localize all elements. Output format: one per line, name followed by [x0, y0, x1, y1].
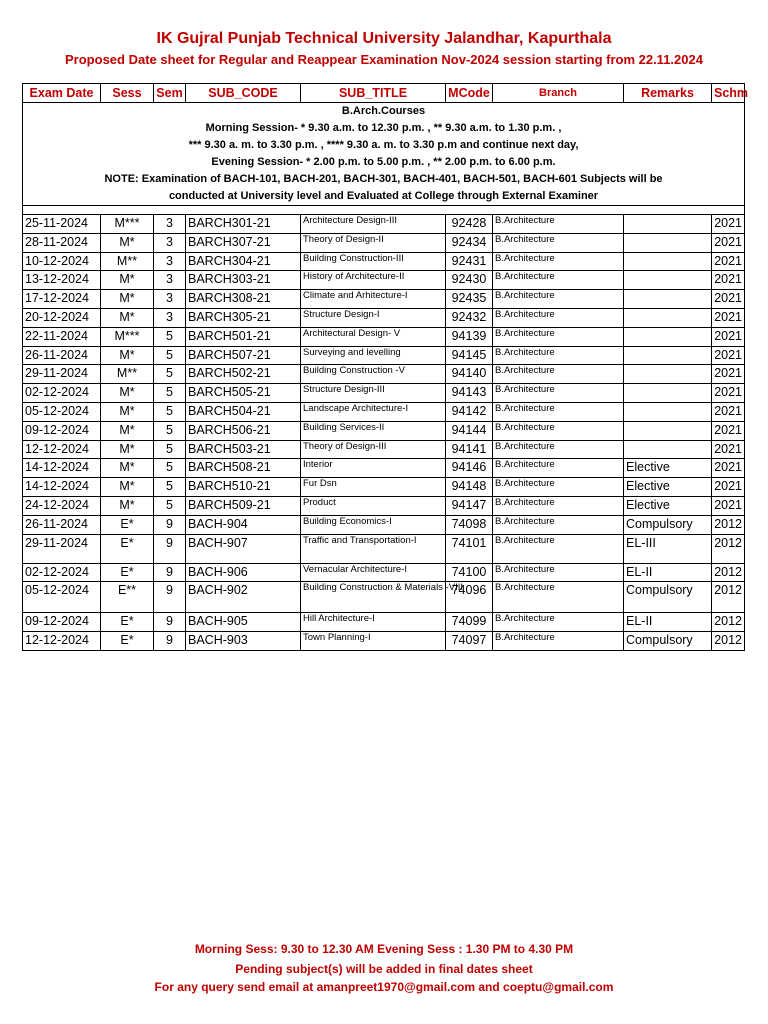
remarks-cell: EL-II [624, 613, 712, 632]
remarks-cell [624, 402, 712, 421]
footer-contact: For any query send email at amanpreet1970@gmail.com and coeptu@gmail.com [154, 980, 614, 994]
col-branch: Branch [493, 84, 624, 103]
table-row [23, 384, 745, 403]
schm-cell: 2021 [712, 271, 745, 290]
mcode-cell: 94145 [446, 346, 493, 365]
mcode-cell: 74099 [446, 613, 493, 632]
mcode-cell: 92432 [446, 308, 493, 327]
sub-title-cell: Hill Architecture-I [301, 613, 446, 632]
sub-code-cell: BARCH502-21 [186, 365, 301, 384]
sub-code-cell: BARCH503-21 [186, 440, 301, 459]
schm-cell: 2021 [712, 440, 745, 459]
branch-cell: B.Architecture [493, 233, 624, 252]
sess-cell: M* [101, 308, 154, 327]
table-row [23, 215, 745, 234]
col-schm: Schm [712, 84, 745, 103]
branch-cell: B.Architecture [493, 327, 624, 346]
remarks-cell: EL-III [624, 534, 712, 563]
sem-cell: 9 [154, 515, 186, 534]
university-title: IK Gujral Punjab Technical University Jalandhar, Kapurthala [156, 30, 612, 47]
info-line-2: *** 9.30 a. m. to 3.30 p.m. , **** 9.30 a. m. to 3.30 p.m and continue next day, [188, 139, 579, 151]
sem-cell: 5 [154, 346, 186, 365]
remarks-cell: Elective [624, 459, 712, 478]
mcode-cell: 94139 [446, 327, 493, 346]
sess-cell: M* [101, 384, 154, 403]
sess-cell: M* [101, 478, 154, 497]
exam-date-cell: 10-12-2024 [23, 252, 101, 271]
sub-code-cell: BACH-905 [186, 613, 301, 632]
remarks-cell [624, 215, 712, 234]
branch-cell: B.Architecture [493, 384, 624, 403]
mcode-cell: 74097 [446, 632, 493, 651]
mcode-cell: 94147 [446, 496, 493, 515]
sem-cell: 5 [154, 365, 186, 384]
exam-date-cell: 09-12-2024 [23, 613, 101, 632]
branch-cell: B.Architecture [493, 290, 624, 309]
exam-date-cell: 26-11-2024 [23, 515, 101, 534]
sub-title-cell: History of Architecture-II [301, 271, 446, 290]
sub-code-cell: BARCH307-21 [186, 233, 301, 252]
schm-cell: 2021 [712, 365, 745, 384]
sem-cell: 5 [154, 421, 186, 440]
col-remarks: Remarks [624, 84, 712, 103]
sess-cell: M** [101, 252, 154, 271]
sub-code-cell: BARCH507-21 [186, 346, 301, 365]
info-line-5: conducted at University level and Evaluated at College through External Examiner [168, 190, 599, 202]
header-row [23, 84, 745, 103]
exam-date-cell: 05-12-2024 [23, 582, 101, 613]
mcode-cell: 92434 [446, 233, 493, 252]
sess-cell: M* [101, 496, 154, 515]
branch-cell: B.Architecture [493, 478, 624, 497]
sub-title-cell: Building Construction & Materials -VIII [301, 582, 446, 613]
col-sub-title: SUB_TITLE [301, 84, 446, 103]
schm-cell: 2012 [712, 534, 745, 563]
branch-cell: B.Architecture [493, 563, 624, 582]
exam-date-cell: 26-11-2024 [23, 346, 101, 365]
exam-date-cell: 02-12-2024 [23, 384, 101, 403]
info-line-4: NOTE: Examination of BACH-101, BACH-201, BACH-301, BACH-401, BACH-501, BACH-601 Subjects will be [104, 173, 663, 185]
table-row [23, 613, 745, 632]
sub-title-cell: Building Construction -V [301, 365, 446, 384]
remarks-cell [624, 384, 712, 403]
exam-date-cell: 24-12-2024 [23, 496, 101, 515]
remarks-cell [624, 308, 712, 327]
sub-title-cell: Structure Design-III [301, 384, 446, 403]
mcode-cell: 92431 [446, 252, 493, 271]
table-row [23, 252, 745, 271]
sem-cell: 3 [154, 215, 186, 234]
sub-code-cell: BACH-907 [186, 534, 301, 563]
sub-title-cell: Building Construction-III [301, 252, 446, 271]
table-row [23, 421, 745, 440]
sess-cell: M*** [101, 215, 154, 234]
exam-date-cell: 09-12-2024 [23, 421, 101, 440]
sub-code-cell: BARCH506-21 [186, 421, 301, 440]
schm-cell: 2012 [712, 515, 745, 534]
sub-code-cell: BARCH504-21 [186, 402, 301, 421]
remarks-cell: Elective [624, 496, 712, 515]
sub-code-cell: BARCH501-21 [186, 327, 301, 346]
branch-cell: B.Architecture [493, 421, 624, 440]
remarks-cell: Compulsory [624, 632, 712, 651]
info-line-1: Morning Session- * 9.30 a.m. to 12.30 p.m. , ** 9.30 a.m. to 1.30 p.m. , [205, 122, 562, 134]
exam-date-cell: 14-12-2024 [23, 459, 101, 478]
schm-cell: 2012 [712, 632, 745, 651]
sess-cell: E* [101, 515, 154, 534]
schm-cell: 2021 [712, 327, 745, 346]
exam-date-cell: 13-12-2024 [23, 271, 101, 290]
exam-date-cell: 22-11-2024 [23, 327, 101, 346]
remarks-cell [624, 327, 712, 346]
sub-code-cell: BARCH308-21 [186, 290, 301, 309]
sess-cell: E* [101, 613, 154, 632]
table-row [23, 233, 745, 252]
table-row [23, 327, 745, 346]
exam-date-cell: 28-11-2024 [23, 233, 101, 252]
sub-code-cell: BARCH509-21 [186, 496, 301, 515]
exam-date-cell: 12-12-2024 [23, 632, 101, 651]
sess-cell: M** [101, 365, 154, 384]
sub-code-cell: BARCH303-21 [186, 271, 301, 290]
schm-cell: 2021 [712, 290, 745, 309]
remarks-cell: Elective [624, 478, 712, 497]
sub-title-cell: Building Economics-I [301, 515, 446, 534]
sess-cell: M* [101, 421, 154, 440]
remarks-cell [624, 421, 712, 440]
remarks-cell [624, 233, 712, 252]
branch-cell: B.Architecture [493, 271, 624, 290]
schm-cell: 2021 [712, 233, 745, 252]
sem-cell: 5 [154, 384, 186, 403]
branch-cell: B.Architecture [493, 582, 624, 613]
branch-cell: B.Architecture [493, 459, 624, 478]
sess-cell: E* [101, 563, 154, 582]
sem-cell: 3 [154, 308, 186, 327]
table-row [23, 459, 745, 478]
branch-cell: B.Architecture [493, 402, 624, 421]
sub-title-cell: Town Planning-I [301, 632, 446, 651]
schm-cell: 2021 [712, 478, 745, 497]
sem-cell: 9 [154, 613, 186, 632]
branch-cell: B.Architecture [493, 613, 624, 632]
sub-code-cell: BARCH301-21 [186, 215, 301, 234]
sess-cell: M* [101, 402, 154, 421]
branch-cell: B.Architecture [493, 308, 624, 327]
table-row [23, 582, 745, 613]
mcode-cell: 74100 [446, 563, 493, 582]
sub-title-cell: Fur Dsn [301, 478, 446, 497]
table-row [23, 632, 745, 651]
sem-cell: 9 [154, 563, 186, 582]
col-exam-date: Exam Date [23, 84, 101, 103]
remarks-cell: EL-II [624, 563, 712, 582]
sem-cell: 3 [154, 252, 186, 271]
col-sess: Sess [101, 84, 154, 103]
sub-code-cell: BARCH508-21 [186, 459, 301, 478]
sem-cell: 5 [154, 496, 186, 515]
mcode-cell: 94142 [446, 402, 493, 421]
mcode-cell: 74098 [446, 515, 493, 534]
table-row [23, 515, 745, 534]
sub-title-cell: Building Services-II [301, 421, 446, 440]
col-sub-code: SUB_CODE [186, 84, 301, 103]
sem-cell: 5 [154, 459, 186, 478]
datesheet-table [22, 83, 749, 651]
footer-session-times: Morning Sess: 9.30 to 12.30 AM Evening Sess : 1.30 PM to 4.30 PM [194, 942, 574, 956]
remarks-cell [624, 290, 712, 309]
col-mcode: MCode [446, 84, 493, 103]
exam-date-cell: 14-12-2024 [23, 478, 101, 497]
mcode-cell: 74096 [446, 582, 493, 613]
sub-title-cell: Surveying and levelling [301, 346, 446, 365]
mcode-cell: 94146 [446, 459, 493, 478]
branch-cell: B.Architecture [493, 365, 624, 384]
spacer-row [23, 206, 745, 215]
table-row [23, 365, 745, 384]
sub-title-cell: Traffic and Transportation-I [301, 534, 446, 563]
sub-title-cell: Theory of Design-II [301, 233, 446, 252]
schm-cell: 2012 [712, 582, 745, 613]
sem-cell: 5 [154, 440, 186, 459]
sub-title-cell: Architectural Design- V [301, 327, 446, 346]
sub-title-cell: Structure Design-I [301, 308, 446, 327]
schm-cell: 2021 [712, 459, 745, 478]
sub-code-cell: BACH-902 [186, 582, 301, 613]
sub-title-cell: Theory of Design-III [301, 440, 446, 459]
exam-date-cell: 29-11-2024 [23, 365, 101, 384]
schm-cell: 2021 [712, 402, 745, 421]
mcode-cell: 94140 [446, 365, 493, 384]
remarks-cell [624, 365, 712, 384]
sub-code-cell: BARCH304-21 [186, 252, 301, 271]
remarks-cell [624, 271, 712, 290]
sem-cell: 3 [154, 290, 186, 309]
sem-cell: 5 [154, 327, 186, 346]
sess-cell: M* [101, 346, 154, 365]
table-row [23, 271, 745, 290]
table-row [23, 563, 745, 582]
sess-cell: M* [101, 459, 154, 478]
mcode-cell: 94143 [446, 384, 493, 403]
sub-code-cell: BARCH510-21 [186, 478, 301, 497]
sess-cell: E** [101, 582, 154, 613]
sess-cell: M* [101, 233, 154, 252]
table-row [23, 478, 745, 497]
branch-cell: B.Architecture [493, 440, 624, 459]
sem-cell: 3 [154, 271, 186, 290]
course-name: B.Arch.Courses [341, 105, 426, 117]
sub-code-cell: BACH-904 [186, 515, 301, 534]
table-row [23, 534, 745, 563]
col-sem: Sem [154, 84, 186, 103]
schm-cell: 2021 [712, 346, 745, 365]
branch-cell: B.Architecture [493, 534, 624, 563]
mcode-cell: 94148 [446, 478, 493, 497]
sub-title-cell: Landscape Architecture-I [301, 402, 446, 421]
sem-cell: 5 [154, 478, 186, 497]
remarks-cell [624, 252, 712, 271]
sess-cell: E* [101, 534, 154, 563]
mcode-cell: 92430 [446, 271, 493, 290]
sub-title-cell: Architecture Design-III [301, 215, 446, 234]
sub-title-cell: Climate and Arhitecture-I [301, 290, 446, 309]
branch-cell: B.Architecture [493, 346, 624, 365]
exam-date-cell: 02-12-2024 [23, 563, 101, 582]
mcode-cell: 94144 [446, 421, 493, 440]
schm-cell: 2012 [712, 563, 745, 582]
schm-cell: 2021 [712, 384, 745, 403]
exam-date-cell: 17-12-2024 [23, 290, 101, 309]
branch-cell: B.Architecture [493, 632, 624, 651]
mcode-cell: 74101 [446, 534, 493, 563]
schm-cell: 2021 [712, 252, 745, 271]
sem-cell: 3 [154, 233, 186, 252]
session-info [23, 103, 745, 206]
branch-cell: B.Architecture [493, 515, 624, 534]
schm-cell: 2021 [712, 421, 745, 440]
sess-cell: E* [101, 632, 154, 651]
remarks-cell: Compulsory [624, 582, 712, 613]
exam-date-cell: 25-11-2024 [23, 215, 101, 234]
sess-cell: M* [101, 290, 154, 309]
table-row [23, 496, 745, 515]
sess-cell: M*** [101, 327, 154, 346]
sub-title-cell: Vernacular Architecture-I [301, 563, 446, 582]
sem-cell: 9 [154, 632, 186, 651]
datesheet-subtitle: Proposed Date sheet for Regular and Reappear Examination Nov-2024 session starting from 22.11.2024 [65, 52, 703, 67]
exam-date-cell: 12-12-2024 [23, 440, 101, 459]
mcode-cell: 92435 [446, 290, 493, 309]
sub-title-cell: Interior [301, 459, 446, 478]
schm-cell: 2021 [712, 215, 745, 234]
sess-cell: M* [101, 271, 154, 290]
branch-cell: B.Architecture [493, 215, 624, 234]
remarks-cell [624, 346, 712, 365]
exam-date-cell: 20-12-2024 [23, 308, 101, 327]
table-row [23, 402, 745, 421]
exam-date-cell: 29-11-2024 [23, 534, 101, 563]
info-line-3: Evening Session- * 2.00 p.m. to 5.00 p.m. , ** 2.00 p.m. to 6.00 p.m. [211, 156, 556, 168]
remarks-cell: Compulsory [624, 515, 712, 534]
mcode-cell: 92428 [446, 215, 493, 234]
sub-code-cell: BARCH305-21 [186, 308, 301, 327]
schm-cell: 2012 [712, 613, 745, 632]
remarks-cell [624, 440, 712, 459]
table-row [23, 290, 745, 309]
mcode-cell: 94141 [446, 440, 493, 459]
branch-cell: B.Architecture [493, 496, 624, 515]
sub-title-cell: Product [301, 496, 446, 515]
table-row [23, 308, 745, 327]
sem-cell: 5 [154, 402, 186, 421]
sub-code-cell: BARCH505-21 [186, 384, 301, 403]
sem-cell: 9 [154, 534, 186, 563]
table-row [23, 346, 745, 365]
sub-code-cell: BACH-906 [186, 563, 301, 582]
sem-cell: 9 [154, 582, 186, 613]
sess-cell: M* [101, 440, 154, 459]
footer-pending-note: Pending subject(s) will be added in final dates sheet [235, 962, 533, 976]
exam-date-cell: 05-12-2024 [23, 402, 101, 421]
schm-cell: 2021 [712, 308, 745, 327]
schm-cell: 2021 [712, 496, 745, 515]
branch-cell: B.Architecture [493, 252, 624, 271]
sub-code-cell: BACH-903 [186, 632, 301, 651]
table-row [23, 440, 745, 459]
